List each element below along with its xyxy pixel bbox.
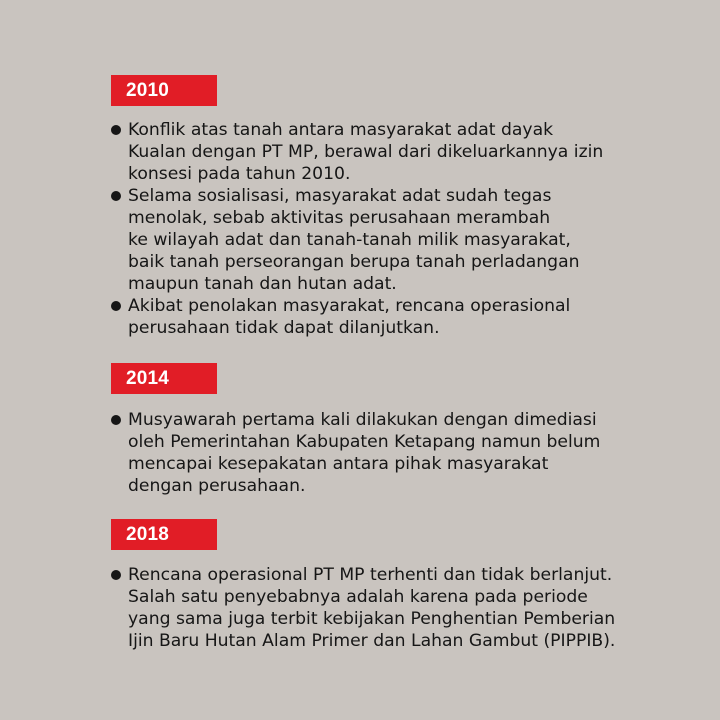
- bullet-icon: [111, 301, 121, 311]
- text-line: Salah satu penyebabnya adalah karena pada periode: [128, 587, 588, 607]
- timeline-section-2010: [111, 75, 691, 339]
- list-item: [111, 564, 691, 652]
- bullet-icon: [111, 191, 121, 201]
- text-line: Musyawarah pertama kali dilakukan dengan dimediasi: [128, 410, 597, 430]
- year-badge: 2018: [111, 519, 217, 550]
- text-line: oleh Pemerintahan Kabupaten Ketapang namun belum: [128, 432, 601, 452]
- timeline-section-2014: [111, 363, 691, 497]
- text-line: maupun tanah dan hutan adat.: [128, 274, 397, 294]
- text-line: baik tanah perseorangan berupa tanah perladangan: [128, 252, 580, 272]
- year-badge: 2010: [111, 75, 217, 106]
- bullet-icon: [111, 415, 121, 425]
- text-line: menolak, sebab aktivitas perusahaan merambah: [128, 208, 551, 228]
- list-item: [111, 185, 691, 295]
- bullet-icon: [111, 570, 121, 580]
- bullet-list: [111, 119, 691, 339]
- timeline-section-2018: [111, 519, 691, 652]
- bullet-icon: [111, 125, 121, 135]
- text-line: Konflik atas tanah antara masyarakat adat dayak: [128, 120, 554, 140]
- list-item: [111, 295, 691, 339]
- text-line: Akibat penolakan masyarakat, rencana operasional: [128, 296, 571, 316]
- text-line: Ijin Baru Hutan Alam Primer dan Lahan Gambut (PIPPIB).: [128, 631, 616, 651]
- text-line: Rencana operasional PT MP terhenti dan tidak berlanjut.: [128, 565, 613, 585]
- text-line: dengan perusahaan.: [128, 476, 306, 496]
- text-line: Selama sosialisasi, masyarakat adat sudah tegas: [128, 186, 552, 206]
- text-line: Kualan dengan PT MP, berawal dari dikeluarkannya izin: [128, 142, 604, 162]
- bullet-list: [111, 564, 691, 652]
- text-line: yang sama juga terbit kebijakan Penghentian Pemberian: [128, 609, 616, 629]
- text-line: konsesi pada tahun 2010.: [128, 164, 351, 184]
- list-item: [111, 119, 691, 185]
- text-line: perusahaan tidak dapat dilanjutkan.: [128, 318, 440, 338]
- text-line: ke wilayah adat dan tanah-tanah milik masyarakat,: [128, 230, 571, 250]
- text-line: mencapai kesepakatan antara pihak masyarakat: [128, 454, 549, 474]
- list-item: [111, 409, 691, 497]
- bullet-list: [111, 409, 691, 497]
- year-badge: 2014: [111, 363, 217, 394]
